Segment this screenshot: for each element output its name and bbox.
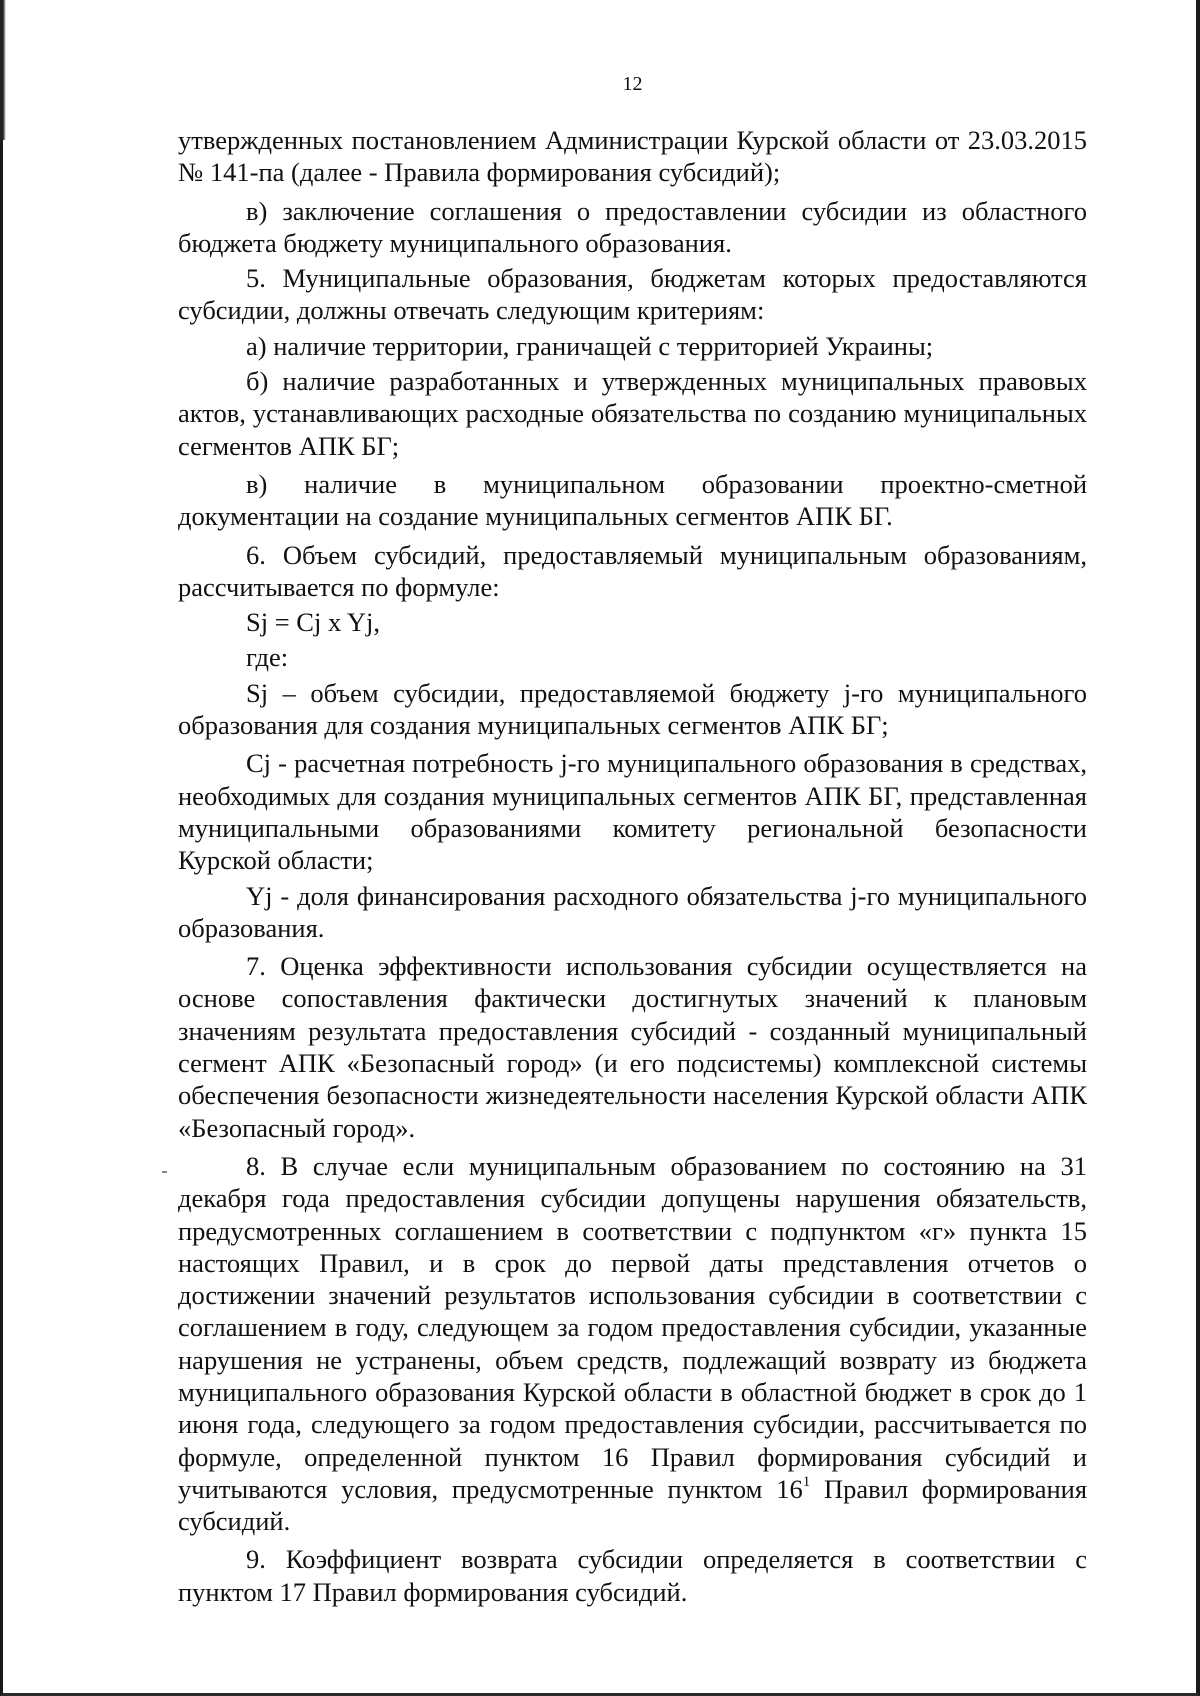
- definition-cj: Cj - расчетная потребность j-го муниципального образования в средствах, необходимых для создания муниципальных сегментов АПК БГ, представленная муниципальными образованиями комитету региональной безопасности Курской области;: [178, 748, 1087, 876]
- definition-sj: Sj – объем субсидии, предоставляемой бюджету j-го муниципального образования для создания муниципальных сегментов АПК БГ;: [178, 677, 1087, 741]
- paragraph-clause-7: 7. Оценка эффективности использования субсидии осуществляется на основе сопоставления фактически достигнутых значений к плановым значениям результата предоставления субсидий - созданный муниципальный сегмент АПК «Безопасный город» (и его подсистемы) комплексной системы обеспечения безопасности жизнедеятельности населения Курской области АПК «Безопасный город».: [178, 951, 1087, 1143]
- document-page: [178, 72, 1087, 1608]
- paragraph-rules-reference: утвержденных постановлением Администрации Курской области от 23.03.2015 № 141-па (далее - Правила формирования субсидий);: [178, 125, 1087, 188]
- clause-8-tail: Правил формирования субсидий.: [178, 1473, 1088, 1537]
- paragraph-criterion-a: а) наличие территории, граничащей с территорией Украины;: [246, 330, 934, 361]
- paragraph-item-v-agreement: в) заключение соглашения о предоставлении субсидии из областного бюджета бюджету муниципального образования.: [178, 195, 1087, 258]
- clause-8-body: 8. В случае если муниципальным образованием по состоянию на 31 декабря года предоставления субсидии допущены нарушения обязательств, предусмотренных соглашением в соответствии с подпунктом «г» пункта 15 настоящих Правил, и в срок до первой даты представления отчетов о достижении значений результатов использования субсидии в соответствии с соглашением в году, следующем за годом предоставления субсидии, указанные нарушения не устранены, объем средств, подлежащий возврату из бюджета муниципального образования Курской области в областной бюджет в срок до 1 июня года, следующего за годом предоставления субсидии, рассчитывается по формуле, определенной пунктом 16 Правил формирования субсидий и учитываются условия, предусмотренные пунктом 16: [178, 1150, 1087, 1504]
- paragraph-criterion-v: в) наличие в муниципальном образовании проектно-сметной документации на создание муниципальных сегментов АПК БГ.: [178, 468, 1087, 532]
- clause-8-superscript: 1: [802, 1474, 811, 1491]
- scan-edge-shadow: [0, 0, 10, 140]
- formula-line: Sj = Cj x Yj,: [246, 607, 380, 638]
- paragraph-criterion-b: б) наличие разработанных и утвержденных муниципальных правовых актов, устанавливающих расходные обязательства по созданию муниципальных сегментов АПК БГ;: [178, 366, 1087, 461]
- paragraph-clause-5: 5. Муниципальные образования, бюджетам которых предоставляются субсидии, должны отвечать следующим критериям:: [178, 263, 1087, 326]
- page-number: 12: [622, 73, 643, 95]
- paragraph-clause-6: 6. Объем субсидий, предоставляемый муниципальным образованиям, рассчитывается по формуле:: [178, 539, 1087, 602]
- scan-speck: [162, 1171, 167, 1173]
- definition-yj: Yj - доля финансирования расходного обязательства j-го муниципального образования.: [178, 880, 1087, 943]
- paragraph-clause-8: [178, 1150, 1087, 1538]
- formula-where: где:: [246, 642, 289, 673]
- paragraph-clause-9: 9. Коэффициент возврата субсидии определяется в соответствии с пунктом 17 Правил формирования субсидий.: [178, 1544, 1087, 1607]
